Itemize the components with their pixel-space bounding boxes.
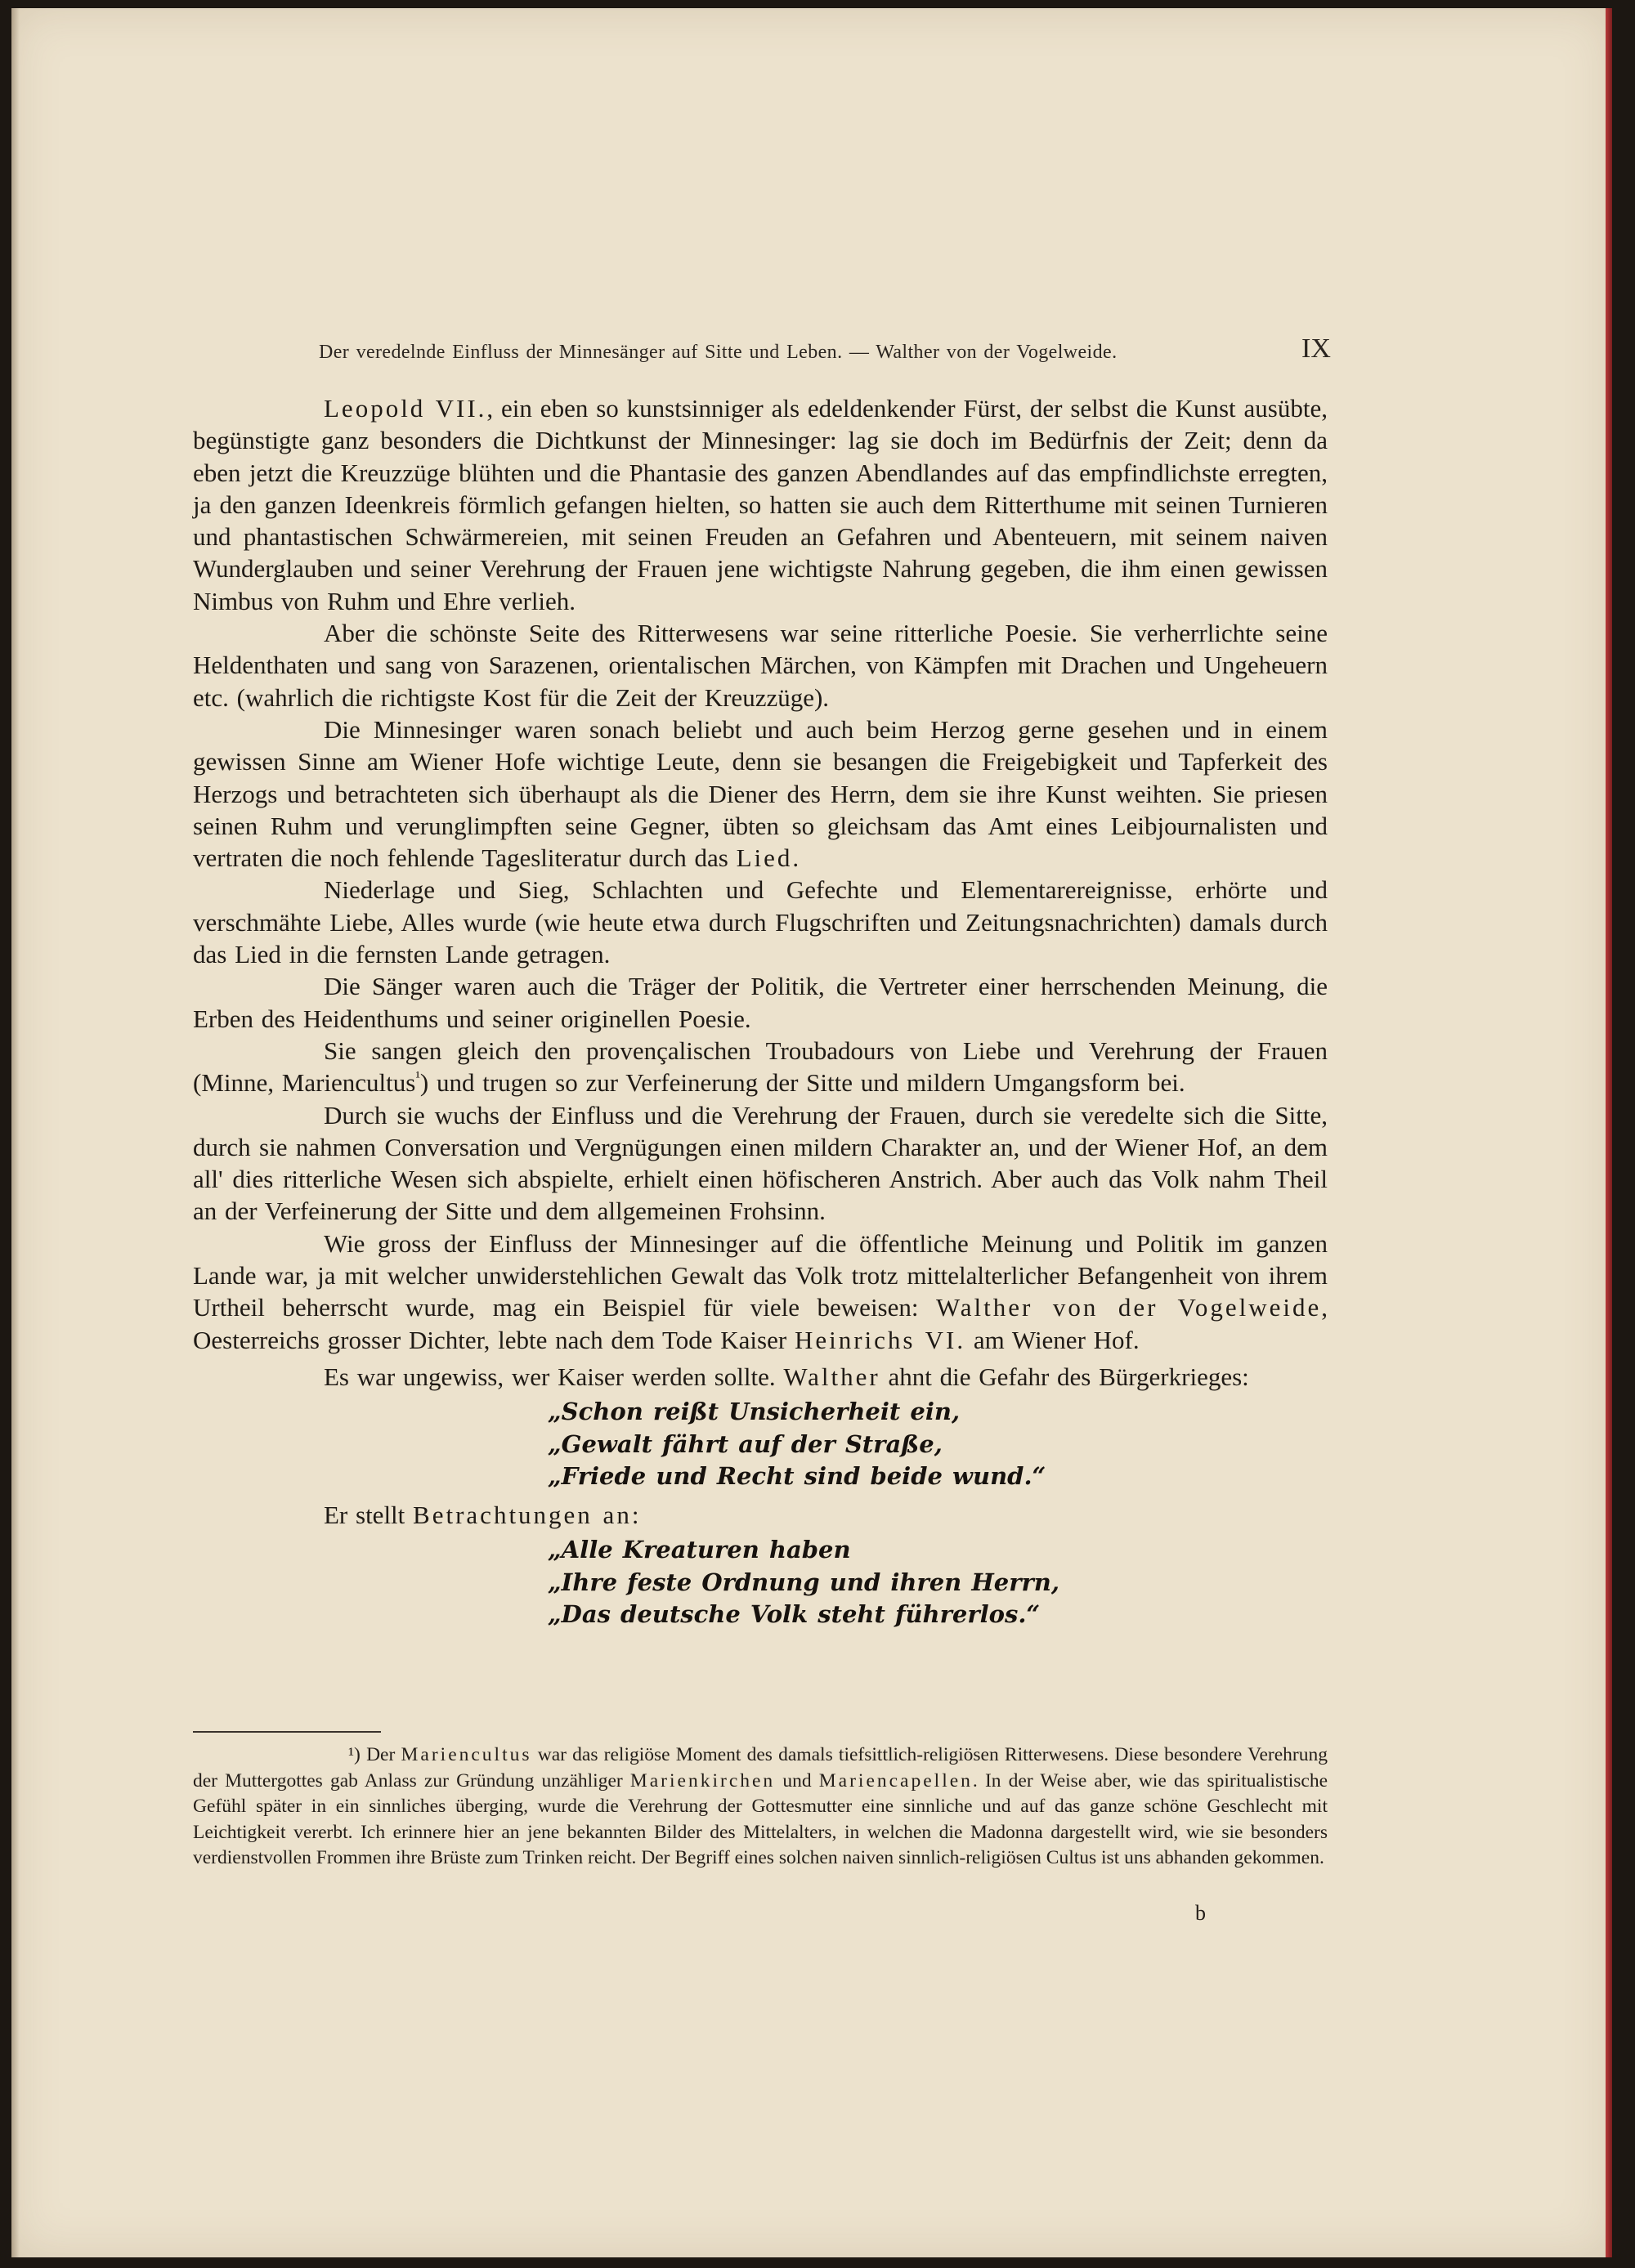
name-leopold: Leopold VII. <box>324 394 487 423</box>
paragraph-6: Sie sangen gleich den provençalischen Troubadours von Liebe und Verehrung der Frauen (Minne, Mariencultus$^{^1}$) und trugen so zur Verfeinerung der Sitte und mildern Umgangsform bei. <box>193 1036 1328 1098</box>
verse-intro-2: Er stellt Betrachtungen an: <box>324 1501 639 1530</box>
footnote: ¹) Der Mariencultus war das religiöse Moment des damals tiefsittlich-religiösen Ritterwesens. Diese besondere Verehrung der Muttergottes gab Anlass zur Gründung unzähliger Marienkirchen und Mariencapellen. In der Weise aber, wie das spiritualistische Gefühl später in ein sinnliches überging, wurde die Verehrung der Gottesmutter eine sinnliche und auf das ganze schöne Geschlecht mit Leichtigkeit vererbt. Ich erinnere hier an jene bekannten Bilder des Mittelalters, in welchen die Madonna dargestellt wird, wie sie besonders verdienstvollen Frommen ihre Brüste zum Trinken reicht. Der Begriff eines solchen naiven sinnlich-religiösen Cultus ist uns abhanden gekommen. <box>193 1744 1328 1868</box>
footnote-reference: ¹ <box>415 1068 420 1086</box>
verse-intro-1: Es war ungewiss, wer Kaiser werden sollte. Walther ahnt die Gefahr des Bürgerkrieges: <box>324 1362 1249 1391</box>
page <box>11 8 1612 2257</box>
verse-line: „Friede und Recht sind beide wund.“ <box>548 1461 1046 1490</box>
paragraph-5: Die Sänger waren auch die Träger der Politik, die Vertreter einer herrschenden Meinung, die Erben des Heidenthums und seiner originellen Poesie. <box>193 972 1328 1033</box>
footnote-divider <box>193 1731 381 1733</box>
page-edge-shadow <box>11 8 20 2257</box>
paragraph-3: Die Minnesinger waren sonach beliebt und auch beim Herzog gerne gesehen und in einem gewissen Sinne am Wiener Hofe wichtige Leute, denn sie besangen die Freigebigkeit und Tapferkeit des Herzogs und betrachteten sich überhaupt als die Diener des Herrn, dem sie ihre Kunst weihten. Sie priesen seinen Ruhm und verunglimpften seine Gegner, übten so gleichsam das Amt eines Leibjournalisten und vertraten die noch fehlende Tagesliteratur durch das Lied. <box>193 714 1328 873</box>
signature-mark: b <box>1195 1901 1206 1925</box>
paragraph-2: Aber die schönste Seite des Ritterwesens war seine ritterliche Poesie. Sie verherrlichte seine Heldenthaten und sang von Sarazenen, orientalischen Märchen, von Kämpfen mit Drachen und Ungeheuern etc. (wahrlich die richtigste Kost für die Zeit der Kreuzzüge). <box>193 619 1328 712</box>
paragraph-4: Niederlage und Sieg, Schlachten und Gefechte und Elementarereignisse, erhörte und verschmähte Liebe, Alles wurde (wie heute etwa durch Flugschriften und Zeitungsnachrichten) damals durch das Lied in die fernsten Lande getragen. <box>193 875 1328 969</box>
running-header: Der veredelnde Einfluss der Minnesänger auf Sitte und Leben. — Walther von der Vogelweide. <box>319 342 1118 363</box>
verse-line: „Das deutsche Volk steht führerlos.“ <box>548 1599 1041 1628</box>
verse-block-1 <box>548 1396 1328 1492</box>
verse-line: „Schon reißt Unsicherheit ein, <box>548 1398 961 1426</box>
page-edge-red <box>1606 8 1612 2257</box>
page-number: IX <box>1301 333 1331 364</box>
verse-block-2 <box>548 1534 1328 1631</box>
main-text <box>193 392 1328 1631</box>
paragraph-7: Durch sie wuchs der Einfluss und die Verehrung der Frauen, durch sie veredelte sich die Sitte, durch sie nahmen Conversation und Vergnügungen einen mildern Charakter an, und der Wiener Hof, an dem all' dies ritterliche Wesen sich abspielte, erhielt einen höfischeren Anstrich. Aber auch das Volk nahm Theil an der Verfeinerung der Sitte und dem allgemeinen Frohsinn. <box>193 1100 1328 1226</box>
verse-line: „Ihre feste Ordnung und ihren Herrn, <box>548 1568 1059 1596</box>
paragraph-1: Leopold VII., ein eben so kunstsinniger als edeldenkender Fürst, der selbst die Kunst ausübte, begünstigte ganz besonders die Dichtkunst der Minnesinger: lag sie doch im Bedürfnis der Zeit; denn da eben jetzt die Kreuzzüge blühten und die Phantasie des ganzen Abendlandes auf das empfindlichste erregten, ja den ganzen Ideenkreis förmlich gefangen hielten, so hatten sie auch dem Ritterthume mit seinen Turnieren und phantastischen Schwärmereien, mit seinen Freuden an Gefahren und Abenteuern, mit seinem naiven Wunderglauben und seiner Verehrung der Frauen jene wichtigste Nahrung gegeben, die ihm einen gewissen Nimbus von Ruhm und Ehre verlieh. <box>193 394 1328 615</box>
paragraph-8: Wie gross der Einfluss der Minnesinger auf die öffentliche Meinung und Politik im ganzen Lande war, ja mit welcher unwiderstehlichen Gewalt das Volk trotz mittelalterlicher Befangenheit von ihrem Urtheil beherrscht wurde, mag ein Beispiel für viele beweisen: Walther von der Vogelweide, Oesterreichs grosser Dichter, lebte nach dem Tode Kaiser Heinrichs VI. am Wiener Hof. <box>193 1228 1328 1354</box>
verse-line: „Alle Kreaturen haben <box>548 1536 851 1564</box>
verse-line: „Gewalt fährt auf der Straße, <box>548 1429 943 1458</box>
